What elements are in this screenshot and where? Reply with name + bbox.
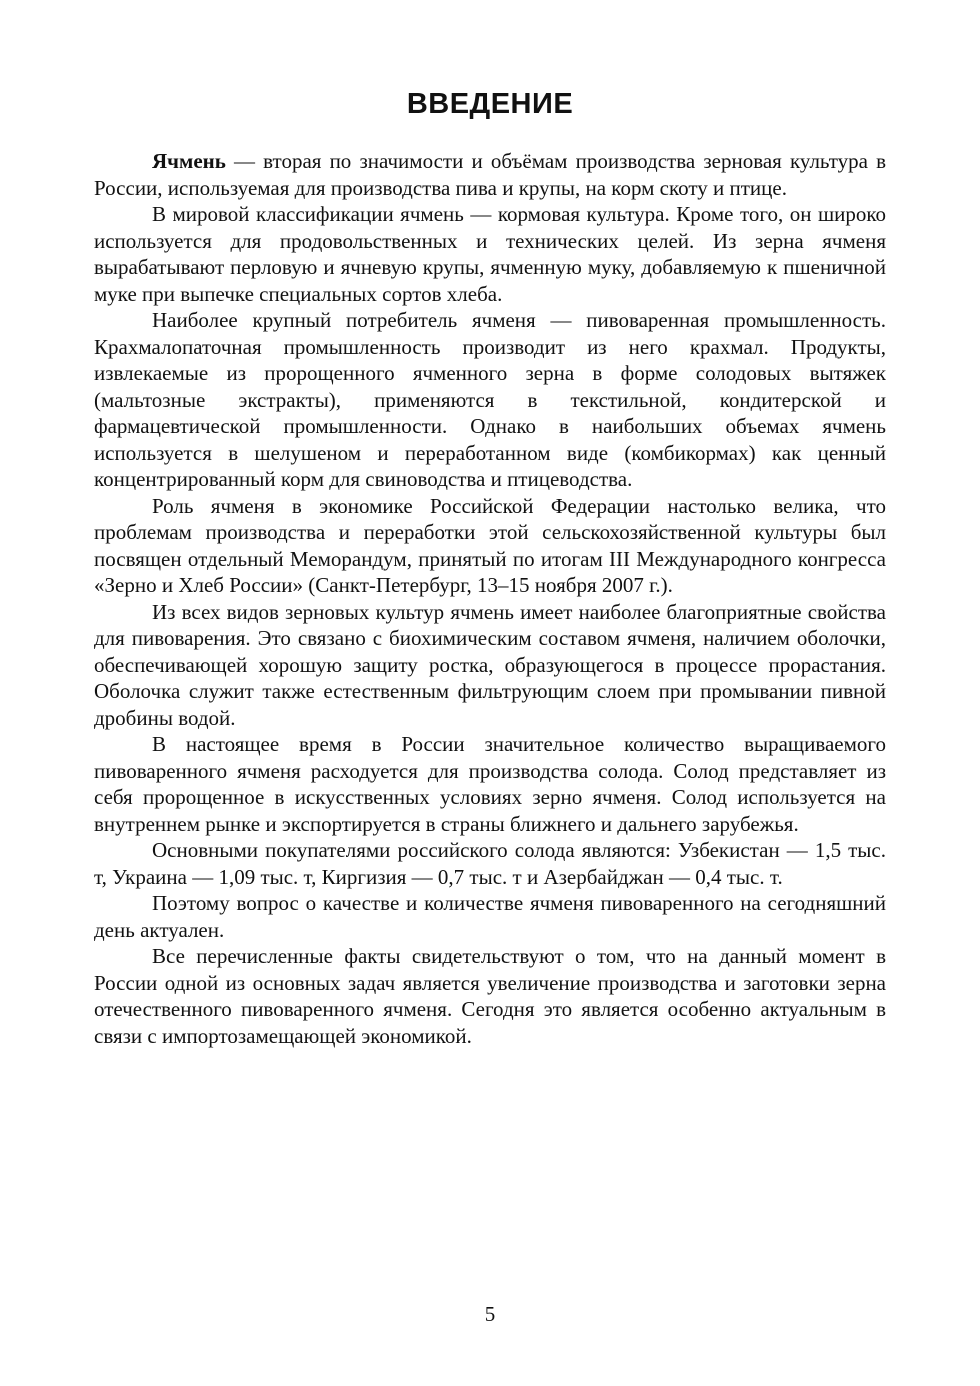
paragraph: Наиболее крупный потребитель ячменя — пивоваренная промышленность. Крахмалопаточная промышленность производит из него крахмал. Продукты, извлекаемые из пророщенного ячменного зерна в форме солодовых вытяжек (мальтозные экстракты), применяются в текстильной, кондитерской и фармацевтической промышленности. Однако в наибольших объемах ячмень используется в шелушеном и переработанном виде (комбикормах) как ценный концентрированный корм для свиноводства и птицеводства. (94, 308, 886, 491)
paragraph: В настоящее время в России значительное количество выращиваемого пивоваренного ячменя расходуется для производства солода. Солод представляет из себя пророщенное в искусственных условиях зерно ячменя. Солод используется на внутреннем рынке и экспортируется в страны ближнего и дальнего зарубежья. (94, 732, 886, 836)
paragraph: Поэтому вопрос о качестве и количестве ячменя пивоваренного на сегодняшний день актуален. (94, 891, 886, 942)
body-text (94, 148, 886, 1049)
section-title: ВВЕДЕНИЕ (406, 88, 574, 120)
paragraph: Основными покупателями российского солода являются: Узбекистан — 1,5 тыс. т, Украина — 1,09 тыс. т, Киргизия — 0,7 тыс. т и Азербайджан — 0,4 тыс. т. (94, 838, 886, 889)
paragraph-intro (94, 148, 886, 201)
paragraph: Из всех видов зерновых культур ячмень имеет наиболее благоприятные свойства для пивоварения. Это связано с биохимическим составом ячменя, наличием оболочки, обеспечивающей хорошую защиту ростка, образующегося в процессе прорастания. Оболочка служит также естественным фильтрующим слоем при промывании пивной дробины водой. (94, 599, 886, 730)
lead-term: Ячмень (152, 149, 226, 173)
paragraph: Все перечисленные факты свидетельствуют о том, что на данный момент в России одной из основных задач является увеличение производства и заготовки зерна отечественного пивоваренного ячменя. Сегодня это является особенно актуальным в связи с импортозамещающей экономикой. (94, 944, 886, 1048)
paragraph: Роль ячменя в экономике Российской Федерации настолько велика, что проблемам производства и переработки этой сельскохозяйственной культуры был посвящен отдельный Меморандум, принятый по итогам III Международного конгресса «Зерно и Хлеб России» (Санкт-Петербург, 13–15 ноября 2007 г.). (94, 493, 886, 597)
paragraph: В мировой классификации ячмень — кормовая культура. Кроме того, он широко используется для продовольственных и технических целей. Из зерна ячменя вырабатывают перловую и ячневую крупы, ячменную муку, добавляемую к пшеничной муке при выпечке специальных сортов хлеба. (94, 202, 886, 306)
paragraph-intro-rest: — вторая по значимости и объёмам производства зерновая культура в России, используемая для производства пива и крупы, на корм скоту и птице. (94, 149, 886, 200)
page-number: 5 (484, 1302, 496, 1326)
